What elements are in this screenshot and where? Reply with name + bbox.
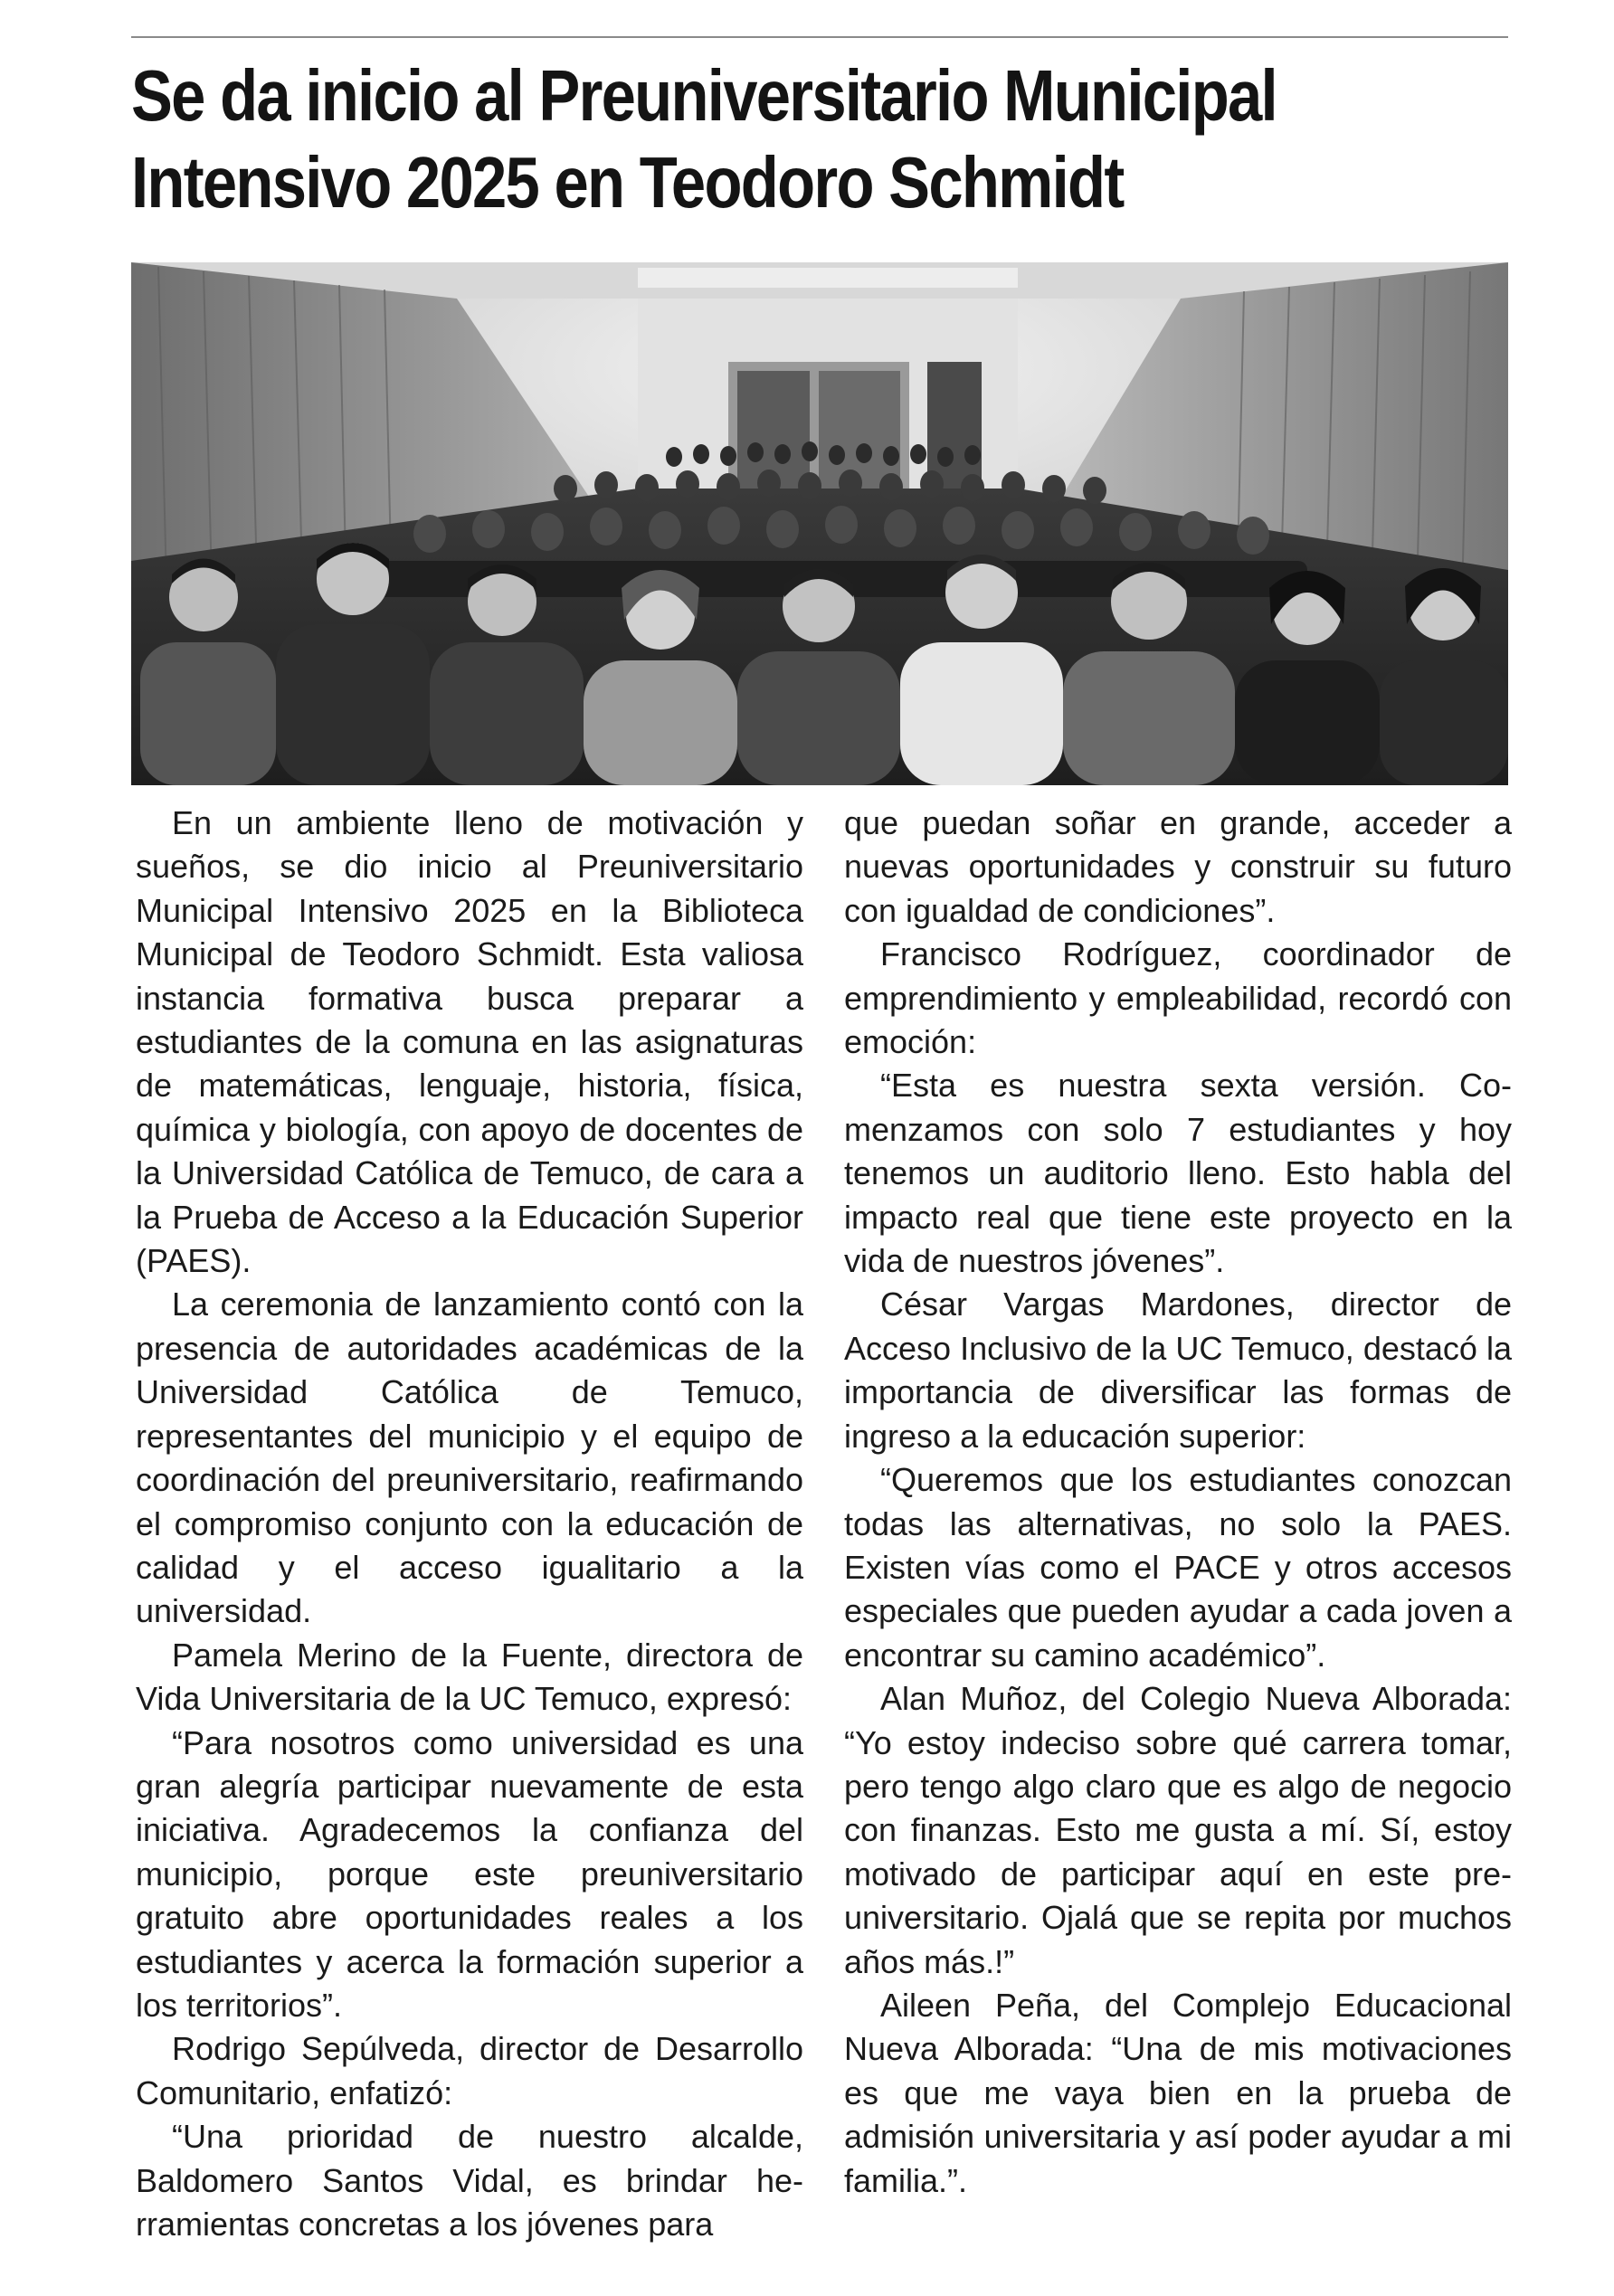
article-column-left [136, 802, 803, 2285]
paragraph-vargas-intro: César Vargas Mardones, director de Acceso Inclusivo de la UC Temuco, destacó la importancia de diversificar las formas de ingreso a la educación superior: [844, 1286, 1512, 1455]
paragraph-vargas-quote: “Queremos que los estudiantes conozcan todas las alternativas, no solo la PAES. Existen vías como el PACE y otros accesos especiales que pueden ayudar a cada joven a encontrar su camino académico”. [844, 1461, 1512, 1674]
paragraph-munoz: Alan Muñoz, del Colegio Nueva Alborada: “Yo estoy indeciso sobre qué carrera tomar, pero tengo algo claro que es algo de negocio con finanzas. Esto me gusta a mí. Sí, estoy motivado de participar aquí en este pre-universitario. Ojalá que se repita por muchos años más.!” [844, 1680, 1512, 1980]
headline-line-2: Intensivo 2025 en Teodoro Schmidt [131, 142, 1124, 223]
paragraph-sepulveda-intro: Rodrigo Sepúlveda, director de Desarrollo Comunitario, enfatizó: [136, 2030, 803, 2111]
article-column-right [844, 802, 1512, 2285]
paragraph-rodriguez-intro: Francisco Rodríguez, coordinador de emprendimiento y empleabilidad, recordó con emoción: [844, 935, 1512, 1061]
group-photo [131, 262, 1508, 785]
headline-line-1: Se da inicio al Preuniversitario Municipal [131, 55, 1277, 136]
paragraph-sepulveda-quote-start: “Una prioridad de nuestro alcalde, Baldomero Santos Vidal, es brindar herramientas concretas a los jóvenes para [136, 2118, 803, 2243]
paragraph-merino-intro: Pamela Merino de la Fuente, directora de Vida Universitaria de la UC Temuco, expresó: [136, 1636, 803, 1718]
headline [131, 52, 1345, 226]
paragraph-intro: En un ambiente lleno de motivación y sueños, se dio inicio al Preuniversitario Municipal Intensivo 2025 en la Biblioteca Municipal de Teodoro Schmidt. Esta valiosa instancia formativa busca preparar a estudiantes de la comuna en las asignaturas de matemáticas, lenguaje, historia, física, química y biología, con apoyo de docentes de la Universidad Católica de Temuco, de cara a la Prueba de Acceso a la Educación Superior (PAES). [136, 804, 803, 1280]
paragraph-ceremony: La ceremonia de lanzamiento contó con la presencia de autoridades académicas de la Universidad Católica de Temuco, representantes del municipio y el equipo de coordinación del preuniversitario, reafirmando el compromiso conjunto con la educación de calidad y el acceso igualitario a la universidad. [136, 1286, 803, 1630]
paragraph-pena: Aileen Peña, del Complejo Educacional Nueva Alborada: “Una de mis motivaciones es que me vaya bien en la prueba de admisión universitaria y así poder ayudar a mi familia.”. [844, 1986, 1512, 2199]
paragraph-sepulveda-quote-end: que puedan soñar en grande, acceder a nuevas oportunidades y construir su futuro con igualdad de condiciones”. [844, 804, 1512, 929]
paragraph-rodriguez-quote: “Esta es nuestra sexta versión. Comenzamos con solo 7 estudiantes y hoy tenemos un auditorio lleno. Esto habla del impacto real que tiene este proyecto en la vida de nuestros jóvenes”. [844, 1067, 1512, 1280]
paragraph-merino-quote: “Para nosotros como universidad es una gran alegría participar nuevamente de esta iniciativa. Agradecemos la confianza del municipio, porque este preuniversitario gratuito abre oportunidades reales a los estudiantes y acerca la formación superior a los territorios”. [136, 1723, 803, 2024]
top-rule [131, 36, 1508, 38]
